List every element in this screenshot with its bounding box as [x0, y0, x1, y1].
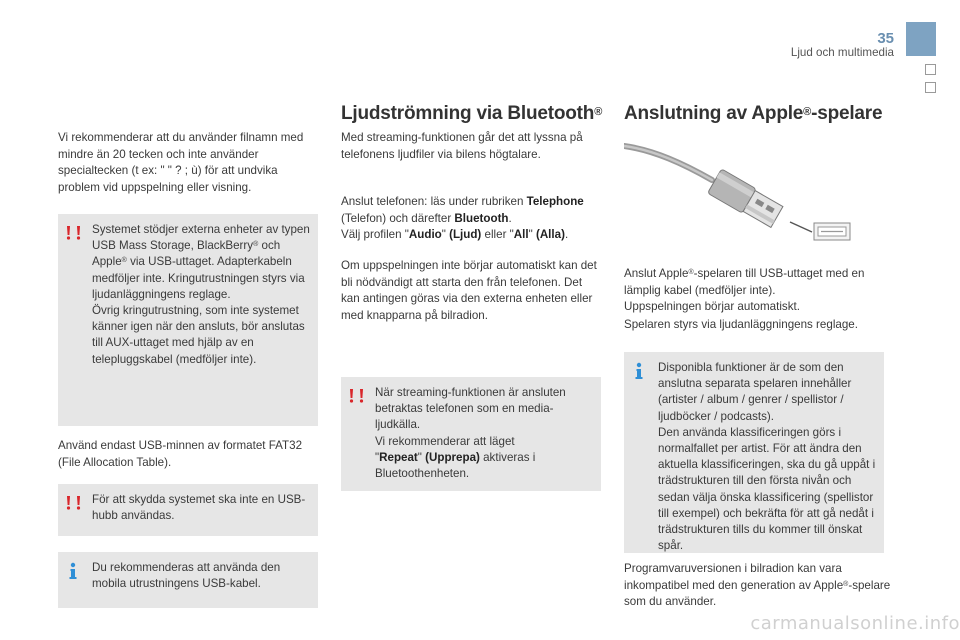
page-marker-square — [925, 64, 936, 75]
fat32-paragraph: Använd endast USB-minnen av formatet FAT32 (File Allocation Table). — [58, 439, 303, 469]
registered-mark: ® — [253, 241, 259, 249]
text-span: -spelare som du använder. — [624, 578, 891, 608]
text-span: Välj profilen " — [341, 228, 409, 241]
registered-mark: ® — [843, 580, 849, 588]
heading-text: -spelare — [811, 103, 883, 124]
apple-autoplay-paragraph: Uppspelningen börjar automatiskt. — [624, 300, 800, 313]
text-span: Programvaruversionen i bilradion kan vara inkompatibel med den generation av Apple — [624, 562, 844, 592]
text-span: . — [564, 228, 569, 241]
bluetooth-label: Bluetooth — [454, 211, 509, 225]
upprepa-label: (Upprepa) — [425, 450, 480, 464]
ljud-label: (Ljud) — [449, 228, 482, 241]
warning-text-2: och Apple — [92, 239, 281, 269]
heading-text: Ljudströmning via Bluetooth — [341, 103, 595, 124]
info-cable-text: Du rekommenderas att använda den mobila utrustningens USB-kabel. — [92, 561, 281, 591]
registered-mark: ® — [594, 106, 603, 118]
repeat-label: Repeat — [379, 450, 418, 464]
text-span: aktiveras i Bluetoothenheten. — [375, 450, 536, 481]
text-span: " — [375, 450, 380, 464]
text-span: eller " — [481, 228, 514, 241]
section-title: Ljud och multimedia — [790, 46, 894, 59]
warning-box-hub — [58, 484, 318, 536]
streaming-intro: Med streaming-funktionen går det att lyssna på telefonens ljudfiler via bilens högtalare. — [341, 131, 583, 161]
intro-paragraph: Vi rekommenderar att du använder filnamn med mindre än 20 tecken och inte använder specialtecken (t ex: " " ? ; ù) för att undvika problem vid uppspelning eller visning. — [58, 131, 304, 194]
registered-mark: ® — [803, 106, 812, 118]
chapter-tab — [906, 22, 936, 56]
text-span: . — [508, 211, 512, 225]
alla-label: (Alla) — [535, 228, 565, 241]
apple-connection-heading — [624, 103, 904, 125]
warning-icon — [348, 388, 368, 404]
usb-plug-illustration — [624, 140, 884, 248]
page-number: 35 — [877, 30, 894, 47]
text-span: -spelaren till USB-uttaget med en lämplig kabel (medföljer inte). — [624, 267, 865, 297]
apple-controls-paragraph: Spelaren styrs via ljudanläggningens reglage. — [624, 318, 858, 331]
text-span: Anslut telefonen: läs under rubriken — [341, 195, 527, 208]
telephone-label: Telephone — [526, 195, 584, 208]
warning-hub-text: För att skydda systemet ska inte en USB-hubb användas. — [92, 493, 306, 523]
info-functions-text: Disponibla funktioner är de som den anslutna separata spelaren innehåller (artister / album / genrer / spellistor / ljudböcker / podcasts). — [658, 361, 852, 423]
text-span: " — [528, 228, 536, 241]
info-classification-text: Den använda klassificeringen görs i normalfallet per artist. För att ändra den aktuella klassificeringen, ska du gå uppåt i trädstrukturen till den första nivån och sedan välja önska klassificering (spellistor till exempel) och bekräfta för att gå nedåt i trädstrukturen tills du kommer till önskat spår. — [658, 425, 876, 553]
warning-streaming-text: När streaming-funktionen är ansluten betraktas telefonen som en media-ljudkälla. — [375, 386, 566, 432]
warning-box-streaming — [341, 377, 601, 491]
warning-icon — [65, 495, 85, 511]
text-span: Anslut Apple — [624, 267, 689, 280]
warning-box-usb — [58, 214, 318, 426]
text-span: " — [441, 228, 450, 241]
text-span: " — [417, 450, 426, 464]
warning-text-1: Systemet stödjer externa enheter av typen USB Mass Storage, BlackBerry — [92, 223, 310, 253]
warning-text-4: Övrig kringutrustning, som inte systemet känner igen när den ansluts, bör anslutas till AUX-uttaget med hjälp av en telepluggskabel (medföljer inte). — [92, 304, 305, 366]
text-span: (Telefon) och därefter — [341, 211, 455, 225]
registered-mark: ® — [121, 257, 127, 265]
warning-icon — [65, 225, 85, 241]
registered-mark: ® — [688, 269, 694, 276]
page-marker-square — [925, 82, 936, 93]
all-label: All — [513, 228, 529, 241]
connect-phone-paragraph — [341, 194, 607, 244]
warning-recommend-text: Vi rekommenderar att läget — [375, 434, 515, 448]
watermark: carmanualsonline.info — [750, 613, 960, 634]
heading-text: Anslutning av Apple — [624, 103, 804, 124]
warning-text-3: via USB-uttaget. Adapterkabeln medföljer inte. Kringutrustningen styrs via ljudanläggningens reglage. — [92, 255, 305, 301]
audio-label: Audio — [408, 228, 442, 241]
apple-connect-paragraph — [624, 266, 894, 299]
info-icon — [632, 362, 646, 380]
info-icon — [66, 562, 80, 580]
bluetooth-streaming-heading — [341, 103, 611, 125]
software-version-paragraph — [624, 561, 894, 611]
info-box-apple — [624, 352, 884, 553]
playback-paragraph: Om uppspelningen inte börjar automatiskt kan det bli nödvändigt att starta den från telefonen. Det kan antingen göras via den externa enheten eller med knapparna på bilradion. — [341, 259, 597, 322]
info-box-cable — [58, 552, 318, 608]
